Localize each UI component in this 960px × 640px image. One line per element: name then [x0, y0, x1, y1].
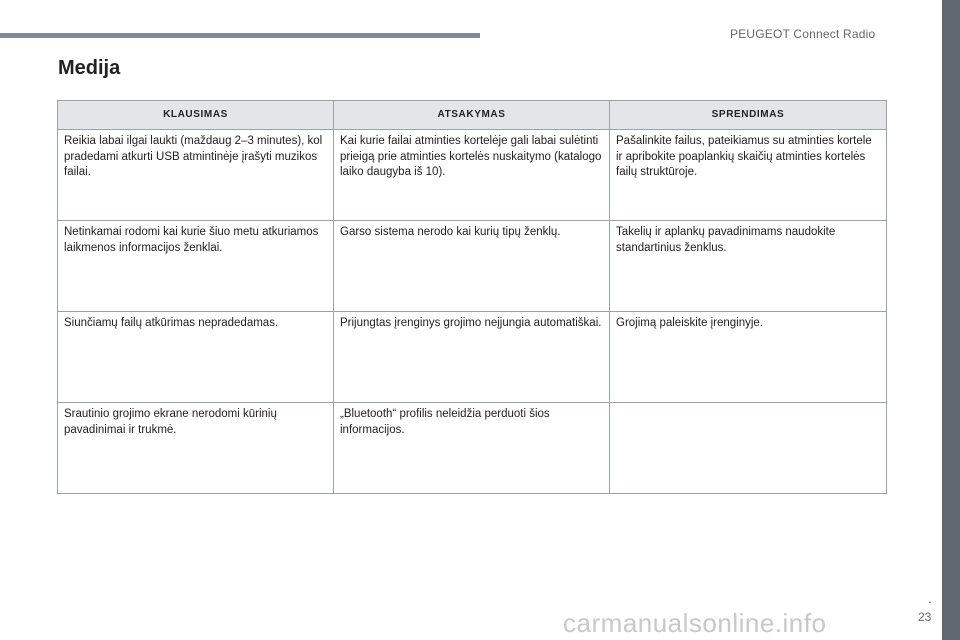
side-strip	[942, 0, 960, 640]
solution-cell	[610, 403, 887, 494]
table-header-row	[58, 101, 887, 130]
table-row	[58, 130, 887, 221]
column-header-answer: ATSAKYMAS	[334, 101, 610, 130]
solution-cell: Grojimą paleiskite įrenginyje.	[610, 312, 887, 403]
page-number: 23	[918, 610, 932, 624]
question-cell: Netinkamai rodomi kai kurie šiuo metu atkuriamos laikmenos informacijos ženklai.	[58, 221, 334, 312]
answer-cell: Garso sistema nerodo kai kurių tipų ženklų.	[334, 221, 610, 312]
answer-cell: Prijungtas įrenginys grojimo neįjungia automatiškai.	[334, 312, 610, 403]
answer-cell: Kai kurie failai atminties kortelėje gali labai sulėtinti prieigą prie atminties kortelės nuskaitymo (katalogo laiko daugyba iš 10).	[334, 130, 610, 221]
question-cell: Srautinio grojimo ekrane nerodomi kūrinių pavadinimai ir trukmė.	[58, 403, 334, 494]
watermark: carmanualsonline.info	[563, 608, 827, 638]
faq-table	[57, 100, 887, 494]
table-row	[58, 312, 887, 403]
answer-cell: „Bluetooth“ profilis neleidžia perduoti šios informacijos.	[334, 403, 610, 494]
table-row	[58, 403, 887, 494]
solution-cell: Takelių ir aplankų pavadinimams naudokite standartinius ženklus.	[610, 221, 887, 312]
page-dot: .	[928, 590, 932, 606]
brand-label: PEUGEOT Connect Radio	[730, 27, 876, 41]
page-title: Medija	[58, 57, 121, 79]
solution-cell: Pašalinkite failus, pateikiamus su atminties kortele ir apribokite poaplankių skaičių atminties kortelės failų struktūroje.	[610, 130, 887, 221]
column-header-question: KLAUSIMAS	[58, 101, 334, 130]
header-rule	[0, 33, 480, 38]
column-header-solution: SPRENDIMAS	[610, 101, 887, 130]
table-row	[58, 221, 887, 312]
question-cell: Siunčiamų failų atkūrimas nepradedamas.	[58, 312, 334, 403]
question-cell: Reikia labai ilgai laukti (maždaug 2–3 minutes), kol pradedami atkurti USB atmintinėje įrašyti muzikos failai.	[58, 130, 334, 221]
